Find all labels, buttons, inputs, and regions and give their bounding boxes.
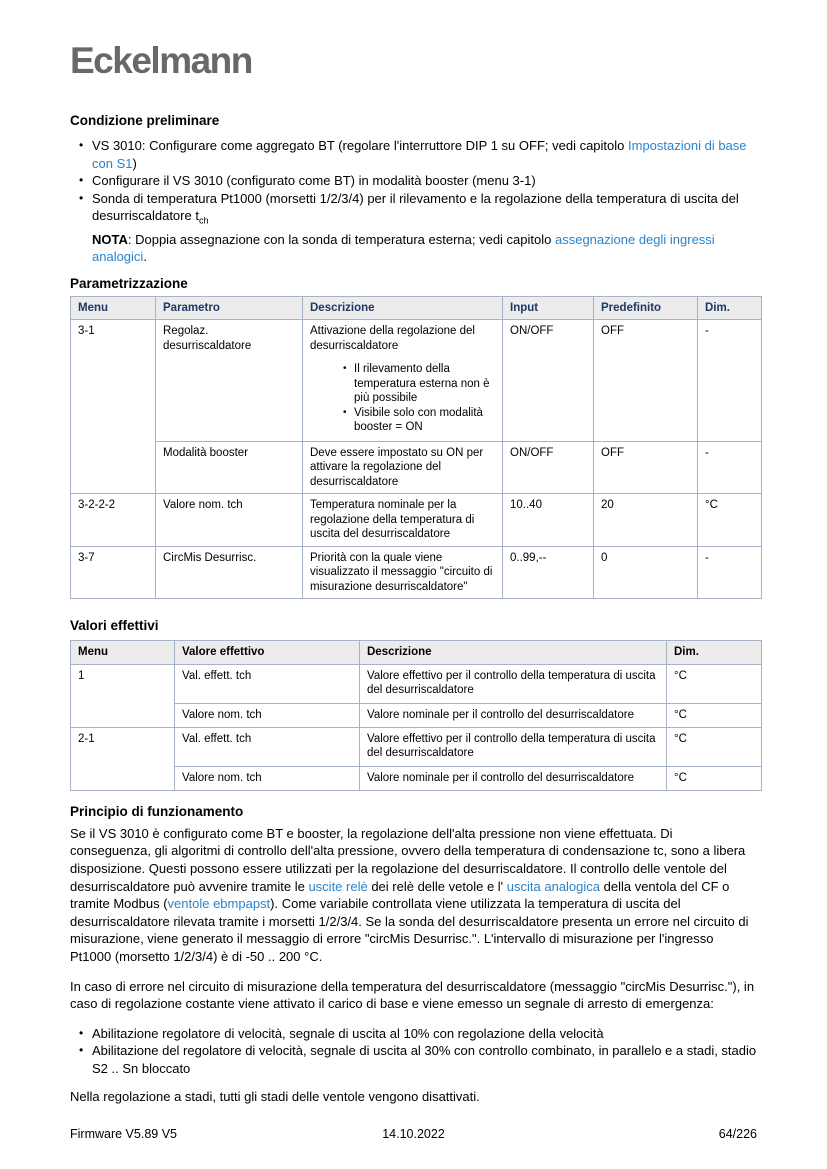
cell-valore: Valore nom. tch: [175, 766, 360, 790]
list-item: • Visibile solo con modalità booster = ON: [354, 406, 495, 435]
link-uscita-analogica[interactable]: uscita analogica: [506, 878, 601, 894]
link-uscite-rele[interactable]: uscite relè: [308, 878, 368, 894]
table-row: [71, 766, 762, 790]
cell-descrizione: Deve essere impostato su ON per attivare la regolazione del desurriscaldatore: [303, 441, 503, 494]
cell-dim: -: [698, 320, 762, 442]
col-header-predefinito: Predefinito: [594, 296, 698, 320]
cell-input: 10..40: [503, 494, 594, 547]
cell-dim: °C: [667, 703, 762, 727]
text-run: Attivazione della regolazione del desurriscaldatore: [310, 325, 475, 352]
nota-label: NOTA: [92, 231, 128, 247]
list-item-abilitazione-30: • Abilitazione del regolatore di velocità, segnale di uscita al 30% con controllo combinato, in parallelo e a stadi, stadio S2 .. Sn bloccato: [92, 1042, 757, 1077]
col-header-dim: Dim.: [698, 296, 762, 320]
heading-valori-effettivi: Valori effettivi: [70, 618, 159, 634]
list-item-configurare: [92, 172, 757, 190]
cell-descrizione: [303, 320, 503, 442]
text-run: Sonda di temperatura Pt1000 (morsetti 1/2/3/4) per il rilevamento e la regolazione della temperatura di uscita del desurriscaldatore t: [92, 190, 739, 224]
col-header-parametro: Parametro: [156, 296, 303, 320]
cell-input: 0..99,--: [503, 546, 594, 599]
footer-page-number: 64/226: [718, 1127, 757, 1141]
table-row: [71, 727, 762, 766]
table-header-row: [71, 296, 762, 320]
text-run: Se il VS 3010 è configurato come BT e booster, la regolazione dell'alta pressione non viene effettuata. Di conseguenza, gli algoritmi di controllo dell'alta pressione, ovvero della temperatura di condensazione tc, sono a libera disposizione. Questi possono essere utilizzati per la regolazione del desurriscaldatore. Il controllo delle ventole del desurriscaldatore può avvenire tramite le: [70, 825, 746, 894]
link-assegnazione-ingressi[interactable]: assegnazione degli ingressi analogici: [92, 231, 715, 265]
cell-predefinito: OFF: [594, 320, 698, 442]
footer-date: 14.10.2022: [382, 1127, 445, 1141]
cell-parametro: Valore nom. tch: [156, 494, 303, 547]
page-footer: [70, 1127, 757, 1143]
cell-predefinito: OFF: [594, 441, 698, 494]
actual-values-table: [70, 640, 762, 791]
text-run: ). Come variabile controllata viene utilizzata la temperatura di uscita del desurriscaldatore rilevata tramite i morsetti 1/2/3/4. Se la sonda del desurriscaldatore presenta un errore nel circuito di misurazione, viene generato il messaggio di errore "circMis Desurrisc.". L'intervallo di misurazione per l'ingresso Pt1000 (morsetto 1/2/3/4) è di -50 .. 200 °C.: [70, 896, 749, 964]
col-header-descrizione: Descrizione: [360, 641, 667, 665]
list-item-vs3010: [92, 137, 757, 172]
precondition-list: [70, 137, 757, 266]
heading-parametrizzazione: Parametrizzazione: [70, 275, 188, 291]
heading-principio: Principio di funzionamento: [70, 803, 244, 819]
eckelmann-logo: Eckelmann: [70, 40, 252, 81]
cell-predefinito: 20: [594, 494, 698, 547]
table-row: [71, 703, 762, 727]
cell-descrizione: Temperatura nominale per la regolazione della temperatura di uscita del desurriscaldatore: [303, 494, 503, 547]
cell-parametro: Regolaz. desurriscaldatore: [156, 320, 303, 442]
link-ventole-ebmpapst[interactable]: ventole ebmpapst: [167, 896, 271, 912]
cell-input: ON/OFF: [503, 320, 594, 442]
cell-menu: 3-2-2-2: [71, 494, 156, 547]
cell-dim: °C: [667, 727, 762, 766]
paragraph-principio-1: [70, 825, 757, 966]
col-header-valore-effettivo: Valore effettivo: [175, 641, 360, 665]
paragraph-principio-2: In caso di errore nel circuito di misurazione della temperatura del desurriscaldatore (messaggio "circMis Desurrisc."), in caso di regolazione costante viene attivato il carico di base e viene emesso un segnale di arresto di emergenza:: [70, 978, 755, 1012]
col-header-descrizione: Descrizione: [303, 296, 503, 320]
footer-firmware-version: Firmware V5.89 V5: [70, 1127, 177, 1141]
link-impostazioni-di-base[interactable]: Impostazioni di base con S1: [92, 138, 747, 171]
parameters-table: [70, 296, 762, 600]
table-row: [71, 320, 762, 442]
text-run: dei relè delle vetole e l': [367, 878, 507, 894]
cell-dim: °C: [667, 766, 762, 790]
heading-condizione-preliminare: Condizione preliminare: [70, 113, 220, 128]
table-row: [71, 494, 762, 547]
nota-block: [92, 231, 757, 266]
subscript-ch: ch: [198, 215, 209, 226]
col-header-input: Input: [503, 296, 594, 320]
table-row: [71, 664, 762, 703]
cell-valore: Val. effett. tch: [175, 664, 360, 703]
cell-predefinito: 0: [594, 546, 698, 599]
table-row: [71, 441, 762, 494]
list-item-abilitazione-10: • Abilitazione regolatore di velocità, segnale di uscita al 10% con regolazione della velocità: [92, 1025, 757, 1043]
cell-dim: -: [698, 546, 762, 599]
cell-descrizione: Valore nominale per il controllo del desurriscaldatore: [360, 703, 667, 727]
table-row: [71, 546, 762, 599]
cell-valore: Val. effett. tch: [175, 727, 360, 766]
cell-parametro: CircMis Desurrisc.: [156, 546, 303, 599]
cell-dim: °C: [698, 494, 762, 547]
text-run: della ventola del CF o tramite Modbus (: [70, 878, 730, 912]
error-behavior-list: [70, 1025, 757, 1078]
cell-menu: 1: [71, 664, 175, 727]
text-run: : Doppia assegnazione con la sonda di temperatura esterna; vedi capitolo: [127, 231, 555, 247]
list-item-sonda: [92, 190, 757, 266]
cell-descrizione: Valore effettivo per il controllo della temperatura di uscita del desurriscaldatore: [360, 664, 667, 703]
cell-valore: Valore nom. tch: [175, 703, 360, 727]
cell-descrizione: Valore nominale per il controllo del desurriscaldatore: [360, 766, 667, 790]
col-header-menu: Menu: [71, 296, 156, 320]
cell-menu: 2-1: [71, 727, 175, 790]
cell-bullet-list: [310, 362, 495, 435]
cell-menu: 3-1: [71, 320, 156, 494]
cell-input: ON/OFF: [503, 441, 594, 494]
cell-dim: °C: [667, 664, 762, 703]
text-run: ): [132, 155, 137, 171]
list-item: • Il rilevamento della temperatura esterna non è più possibile: [354, 362, 495, 406]
text-run: .: [143, 249, 147, 265]
table-header-row: [71, 641, 762, 665]
cell-dim: -: [698, 441, 762, 494]
cell-parametro: Modalità booster: [156, 441, 303, 494]
col-header-dim: Dim.: [667, 641, 762, 665]
cell-menu: 3-7: [71, 546, 156, 599]
paragraph-principio-3: Nella regolazione a stadi, tutti gli stadi delle ventole vengono disattivati.: [70, 1089, 480, 1105]
col-header-menu: Menu: [71, 641, 175, 665]
cell-descrizione: Priorità con la quale viene visualizzato il messaggio "circuito di misurazione desurriscaldatore": [303, 546, 503, 599]
text-run: VS 3010: Configurare come aggregato BT (regolare l'interruttore DIP 1 su OFF; vedi capitolo: [92, 138, 628, 153]
cell-descrizione: Valore effettivo per il controllo della temperatura di uscita del desurriscaldatore: [360, 727, 667, 766]
text-run: Configurare il VS 3010 (configurato come BT) in modalità booster (menu 3-1): [92, 173, 536, 189]
